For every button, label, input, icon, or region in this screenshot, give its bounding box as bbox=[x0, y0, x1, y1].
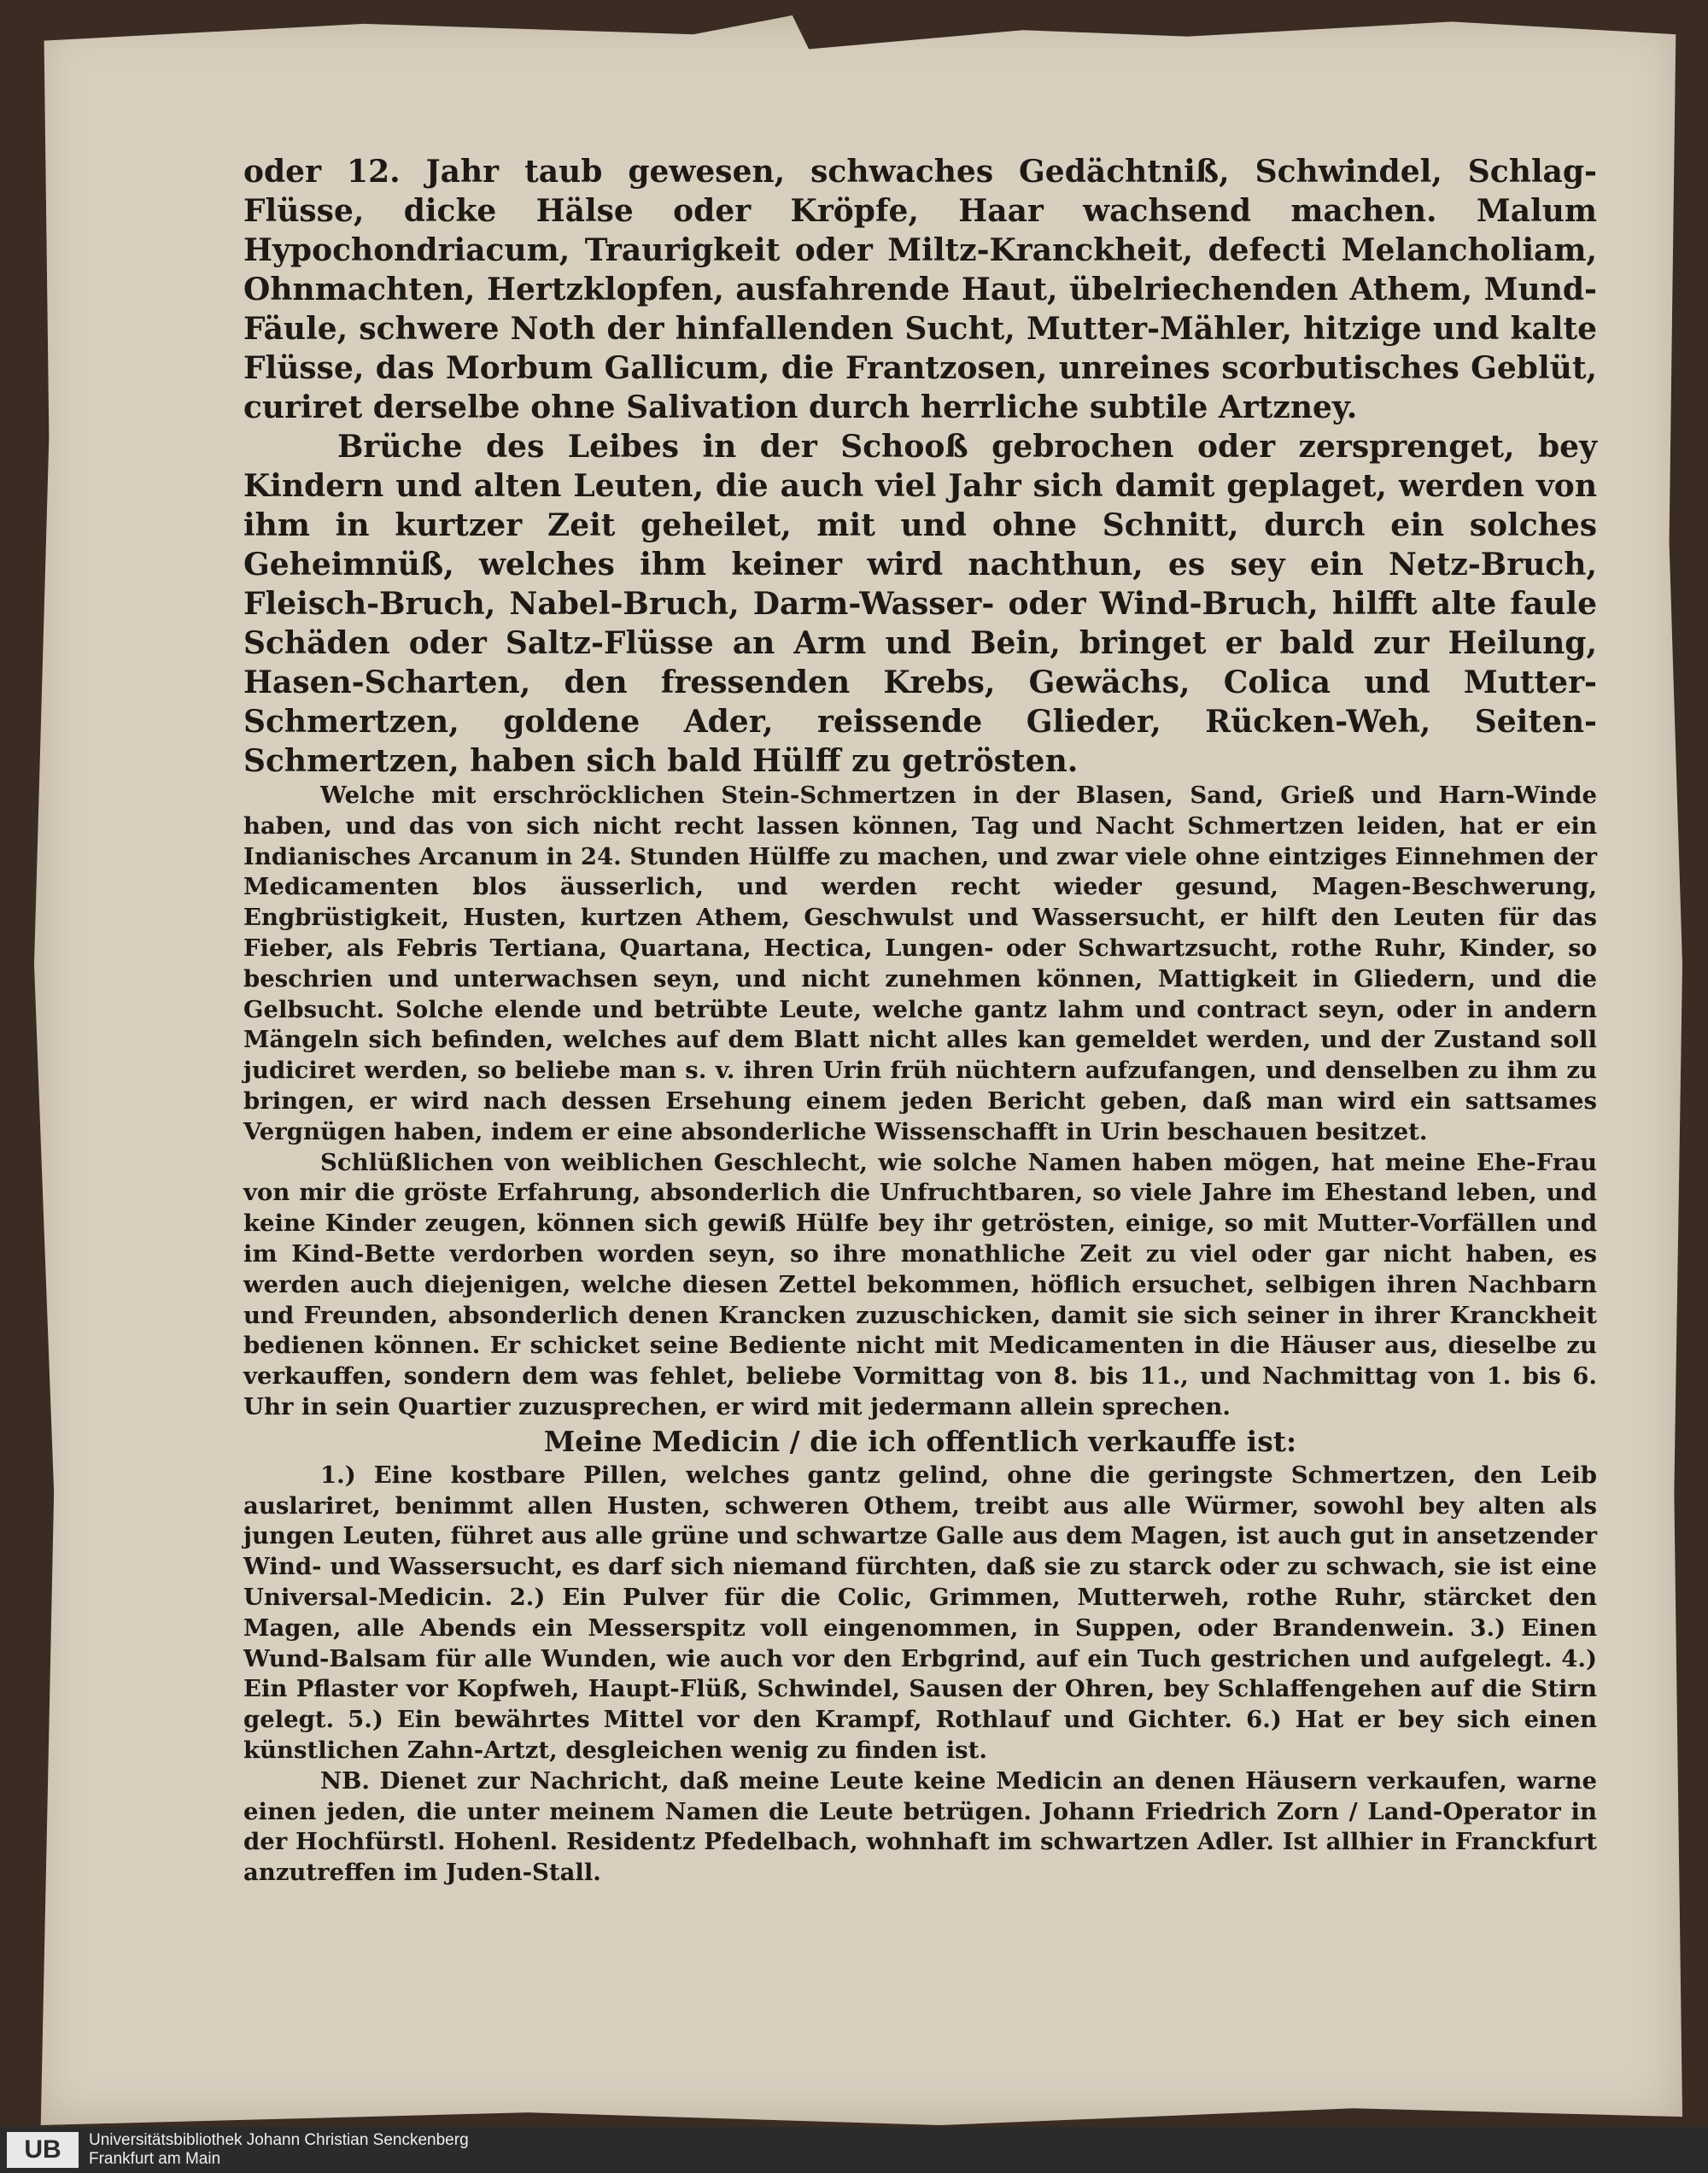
paragraph-notice: NB. Dienet zur Nachricht, daß meine Leute keine Medicin an denen Häusern verkaufen, warne einen jeden, die unter meinem Namen die Leute betrügen. Johann Friedrich Zorn / Land-Operator in der Hochfürstl. Hohenl. Residentz Pfedelbach, wohnhaft im schwartzen Adler. Ist allhier in Franckfurt anzutreffen im Juden-Stall. bbox=[243, 1766, 1597, 1887]
ub-logo: UB bbox=[7, 2132, 79, 2168]
paragraph-hernias: Brüche des Leibes in der Schooß gebrochen oder zersprenget, bey Kindern und alten Leuten, die auch viel Jahr sich damit geplaget, werden von ihm in kurtzer Zeit geheilet, mit und ohne Schnitt, durch ein solches Geheimnüß, welches ihm keiner wird nachthun, es sey ein Netz-Bruch, Fleisch-Bruch, Nabel-Bruch, Darm-Wasser- oder Wind-Bruch, hilfft alte faule Schäden oder Saltz-Flüsse an Arm und Bein, bringet er bald zur Heilung, Hasen-Scharten, den fressenden Krebs, Gewächs, Colica und Mutter-Schmertzen, goldene Ader, reissende Glieder, Rücken-Weh, Seiten-Schmertzen, haben sich bald Hülff zu getrösten. bbox=[243, 429, 1597, 779]
library-name: Universitätsbibliothek Johann Christian Senckenberg bbox=[89, 2131, 469, 2149]
paragraph-ailments: oder 12. Jahr taub gewesen, schwaches Gedächtniß, Schwindel, Schlag-Flüsse, dicke Hälse oder Kröpfe, Haar wachsend machen. Malum Hypochondriacum, Traurigkeit oder Miltz-Kranckheit, defecti Melancholiam, Ohnmachten, Hertzklopfen, ausfahrende Haut, übelriechenden Athem, Mund-Fäule, schwere Noth der hinfallenden Sucht, Mutter-Mähler, hitzige und kalte Flüsse, das Morbum Gallicum, die Frantzosen, unreines scorbutisches Geblüt, curiret derselbe ohne Salivation durch herrliche subtile Artzney. bbox=[243, 154, 1597, 425]
medicine-heading: Meine Medicin / die ich offentlich verkauffe ist: bbox=[543, 1424, 1297, 1458]
paragraph-medicines: 1.) Eine kostbare Pillen, welches gantz gelind, ohne die geringste Schmertzen, den Leib auslariret, benimmt allen Husten, schweren Othem, treibt aus alle Würmer, sowohl bey alten als jungen Leuten, führet aus alle grüne und schwartze Galle aus dem Magen, ist auch gut in ansetzender Wind- und Wassersucht, es darf sich niemand fürchten, daß sie zu starck oder zu schwach, sie ist eine Universal-Medicin. 2.) Ein Pulver für die Colic, Grimmen, Mutterweh, rothe Ruhr, stärcket den Magen, alle Abends ein Messerspitz voll eingenommen, in Suppen, oder Brandenwein. 3.) Einen Wund-Balsam für alle Wunden, wie auch vor den Erbgrind, auf ein Tuch gestrichen und aufgelegt. 4.) Ein Pflaster vor Kopfweh, Haupt-Flüß, Schwindel, Sausen der Ohren, bey Schlaffengehen auf die Stirn gelegt. 5.) Ein bewährtes Mittel vor den Krampf, Rothlauf und Gichter. 6.) Hat er bey sich einen künstlichen Zahn-Artzt, desgleichen wenig zu finden ist. bbox=[243, 1461, 1597, 1764]
paragraph-stones: Welche mit erschröcklichen Stein-Schmertzen in der Blasen, Sand, Grieß und Harn-Winde haben, und das von sich nicht recht lassen können, Tag und Nacht Schmertzen leiden, hat er ein Indianisches Arcanum in 24. Stunden Hülffe zu machen, und zwar viele ohne eintziges Einnehmen der Medicamenten blos äusserlich, und werden recht wieder gesund, Magen-Beschwerung, Engbrüstigkeit, Husten, kurtzen Athem, Geschwulst und Wassersucht, er hilft den Leuten für das Fieber, als Febris Tertiana, Quartana, Hectica, Lungen- oder Schwartzsucht, rothe Ruhr, Kinder, so beschrien und unterwachsen seyn, und nicht zunehmen können, Mattigkeit in Gliedern, und die Gelbsucht. Solche elende und betrübte Leute, welche gantz lahm und contract seyn, oder in andern Mängeln sich befinden, welches auf dem Blatt nicht alles kan gemeldet werden, und der Zustand soll judiciret werden, so beliebe man s. v. ihren Urin früh nüchtern aufzufangen, und denselben zu ihm zu bringen, er wird nach dessen Ersehung einem jeden Bericht geben, daß man wird ein sattsames Vergnügen haben, indem er eine absonderliche Wissenschafft in Urin beschauen besitzet. bbox=[243, 782, 1597, 1145]
library-footer bbox=[0, 2127, 1708, 2173]
document-body bbox=[243, 152, 1597, 1889]
library-city: Frankfurt am Main bbox=[89, 2150, 221, 2168]
paragraph-women: Schlüßlichen von weiblichen Geschlecht, wie solche Namen haben mögen, hat meine Ehe-Frau von mir die gröste Erfahrung, absonderlich die Unfruchtbaren, so viele Jahre im Ehestand leben, und keine Kinder zeugen, können sich gewiß Hülfe bey ihr getrösten, einige, so mit Mutter-Vorfällen und im Kind-Bette verdorben worden seyn, so ihre monathliche Zeit zu viel oder gar nicht haben, es werden auch diejenigen, welche diesen Zettel bekommen, höflich ersuchet, selbigen ihren Nachbarn und Freunden, absonderlich denen Krancken zuzuschicken, damit sie sich seiner in ihrer Kranckheit bedienen können. Er schicket seine Bediente nicht mit Medicamenten in die Häuser aus, dieselbe zu verkauffen, sondern dem was fehlet, beliebe Vormittag von 8. bis 11., und Nachmittag von 1. bis 6. Uhr in sein Quartier zuzusprechen, er wird mit jedermann allein sprechen. bbox=[243, 1148, 1597, 1420]
